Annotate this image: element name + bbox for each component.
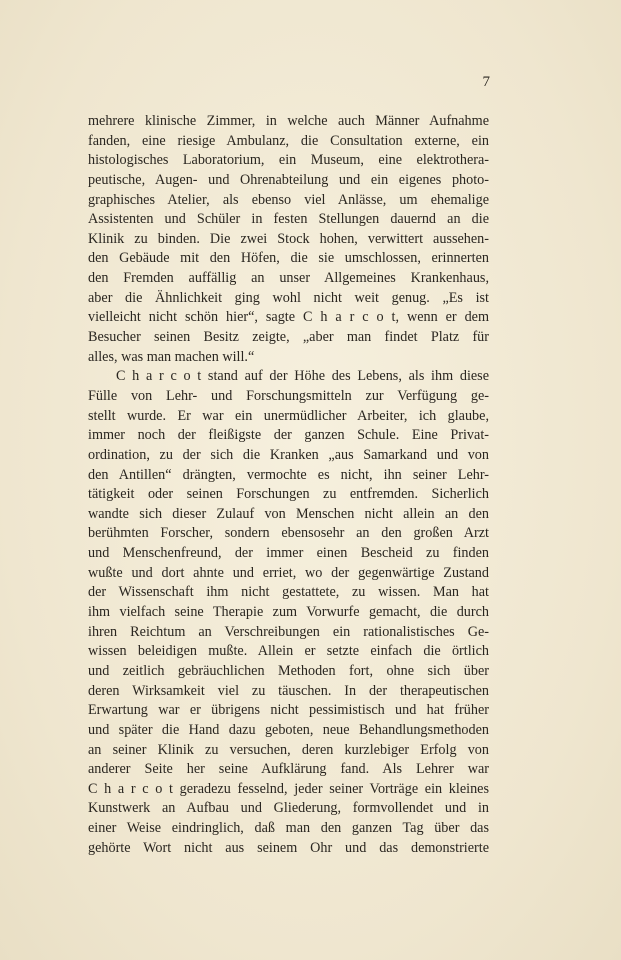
text-line: histologisches Laboratorium, ein Museum, eine elektrothera- <box>88 152 489 169</box>
text-line: deren Wirksamkeit viel zu täuschen. In der therapeutischen <box>88 682 489 699</box>
text-line: vielleicht nicht schön hier“, sagte C h a r c o t, wenn er dem <box>88 309 489 326</box>
text-line: ihm vielfach seine Therapie zum Vorwurfe gemacht, die durch <box>88 604 489 621</box>
text-line: einer Weise eindringlich, daß man den ganzen Tag über das <box>88 820 489 837</box>
text-line: an seiner Klinik zu versuchen, deren kurzlebiger Erfolg von <box>88 741 489 758</box>
text-line: wandte sich dieser Zulauf von Menschen nicht allein an den <box>88 505 489 522</box>
text-line: ihren Reichtum an Verschreibungen ein rationalistisches Ge- <box>88 623 489 640</box>
text-line: gehörte Wort nicht aus seinem Ohr und das demonstrierte <box>88 839 489 856</box>
text-line: C h a r c o t stand auf der Höhe des Lebens, als ihm diese <box>116 368 489 385</box>
text-line: alles, was man machen will.“ <box>88 348 255 365</box>
text-line: C h a r c o t geradezu fesselnd, jeder seiner Vorträge ein kleines <box>88 780 489 797</box>
text-line: immer noch der fleißigste der ganzen Schule. Eine Privat- <box>88 427 489 444</box>
text-line: und später die Hand dazu geboten, neue Behandlungsmethoden <box>88 721 489 738</box>
text-line: Erwartung war er übrigens nicht pessimistisch und hat früher <box>88 702 489 719</box>
text-line: fanden, eine riesige Ambulanz, die Consultation externe, ein <box>88 132 489 149</box>
text-line: und zeitlich gebräuchlichen Methoden fort, ohne sich über <box>88 662 489 679</box>
text-line: stellt wurde. Er war ein unermüdlicher Arbeiter, ich glaube, <box>88 407 489 424</box>
text-line: graphisches Atelier, als ebenso viel Anlässe, um ehemalige <box>88 191 489 208</box>
text-line: den Antillen“ drängten, vermochte es nicht, ihn seiner Lehr- <box>88 466 489 483</box>
text-line: und Menschenfreund, der immer einen Bescheid zu finden <box>88 545 489 562</box>
text-line: berühmten Forscher, sondern ebensosehr an den großen Arzt <box>88 525 489 542</box>
text-line: Assistenten und Schüler in festen Stellungen dauernd an die <box>88 211 489 228</box>
text-line: anderer Seite her seine Aufklärung fand. Als Lehrer war <box>88 761 489 778</box>
text-line: Besucher seinen Besitz zeigte, „aber man findet Platz für <box>88 329 489 346</box>
text-line: aber die Ähnlichkeit ging wohl nicht weit genug. „Es ist <box>88 289 489 306</box>
paragraph-1 <box>88 112 489 367</box>
body-text <box>88 112 489 858</box>
text-line: tätigkeit oder seinen Forschungen zu entfremden. Sicherlich <box>88 486 489 503</box>
text-line: peutische, Augen- und Ohrenabteilung und ein eigenes photo- <box>88 171 489 188</box>
text-line: Klinik zu binden. Die zwei Stock hohen, verwittert aussehen- <box>88 230 489 247</box>
text-line: mehrere klinische Zimmer, in welche auch Männer Aufnahme <box>88 113 489 129</box>
text-line: ordination, zu der sich die Kranken „aus Samarkand und von <box>88 446 489 463</box>
text-line: den Fremden auffällig an unser Allgemeines Krankenhaus, <box>88 270 489 287</box>
text-line: Kunstwerk an Aufbau und Gliederung, formvollendet und in <box>88 800 489 817</box>
text-line: der Wissenschaft ihm nicht gestattete, zu wissen. Man hat <box>88 584 489 601</box>
text-line: Fülle von Lehr- und Forschungsmitteln zur Verfügung ge- <box>88 387 489 404</box>
text-line: wußte und dort ahnte und erriet, wo der gegenwärtige Zustand <box>88 564 489 581</box>
text-line: wissen beleidigen mußte. Allein er setzte einfach die örtlich <box>88 643 489 660</box>
paragraph-2 <box>88 367 489 858</box>
text-line: den Gebäude mit den Höfen, die sie umschlossen, erinnerten <box>88 250 489 267</box>
page-number: 7 <box>482 74 490 90</box>
